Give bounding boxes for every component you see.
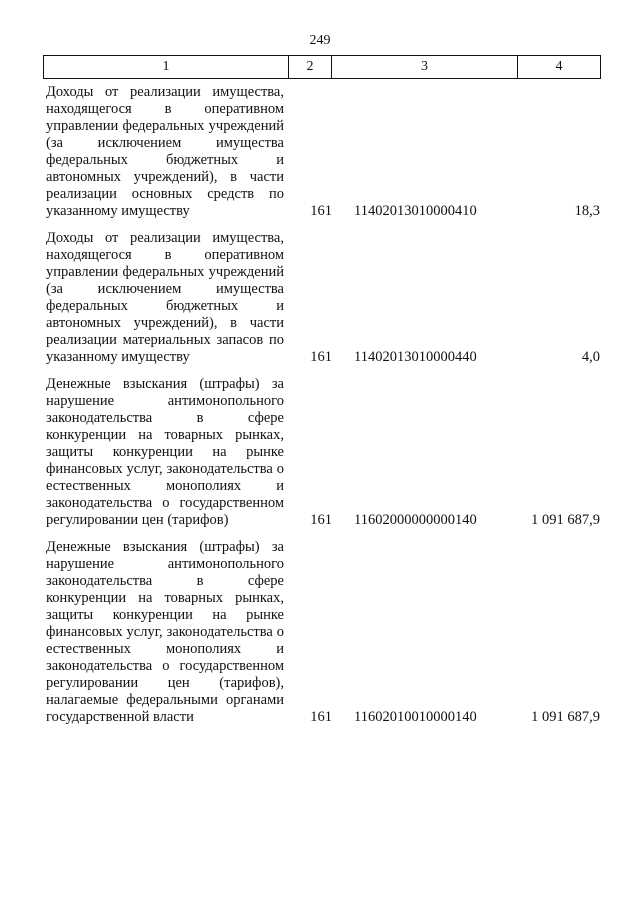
amount: 1 091 687,9 [531, 512, 600, 528]
table-row [46, 376, 600, 529]
budget-classification-code: 11602010010000140 [354, 709, 477, 725]
admin-code: 161 [310, 512, 332, 528]
income-name: Доходы от реализации имущества, находящегося в оперативном управлении федеральных учреждений (за исключением имущества федеральных бюджетных и автономных учреждений), в части реализации основных средств по указанному имуществу [46, 84, 284, 219]
column-header-row [44, 56, 601, 79]
income-name: Денежные взыскания (штрафы) за нарушение антимонопольного законодательства в сфере конкуренции на товарных рынках, защиты конкуренции на рынке финансовых услуг, законодательства о естественных монополиях и законодательства о государственном регулировании цен (тарифов), налагаемые федеральными органами государственной власти [46, 539, 284, 725]
budget-classification-code: 11602000000000140 [354, 512, 477, 528]
income-table-body [46, 84, 600, 736]
amount: 4,0 [581, 349, 600, 365]
page-number: 249 [309, 33, 331, 48]
column-header-3: 3 [332, 56, 518, 79]
admin-code: 161 [310, 203, 332, 219]
table-row [46, 539, 600, 726]
income-name: Доходы от реализации имущества, находящегося в оперативном управлении федеральных учреждений (за исключением имущества федеральных бюджетных и автономных учреждений), в части реализации материальных запасов по указанному имуществу [46, 230, 284, 365]
budget-classification-code: 11402013010000440 [354, 349, 477, 365]
admin-code: 161 [310, 709, 332, 725]
income-name: Денежные взыскания (штрафы) за нарушение антимонопольного законодательства в сфере конкуренции на товарных рынках, защиты конкуренции на рынке финансовых услуг, законодательства о естественных монополиях и законодательства о государственном регулировании цен (тарифов) [46, 376, 284, 528]
amount: 1 091 687,9 [531, 709, 600, 725]
table-row [46, 84, 600, 220]
column-header-2: 2 [289, 56, 332, 79]
column-header-table [43, 55, 601, 79]
table-row [46, 230, 600, 366]
admin-code: 161 [310, 349, 332, 365]
budget-classification-code: 11402013010000410 [354, 203, 477, 219]
amount: 18,3 [574, 203, 600, 219]
column-header-1: 1 [44, 56, 289, 79]
column-header-4: 4 [518, 56, 601, 79]
